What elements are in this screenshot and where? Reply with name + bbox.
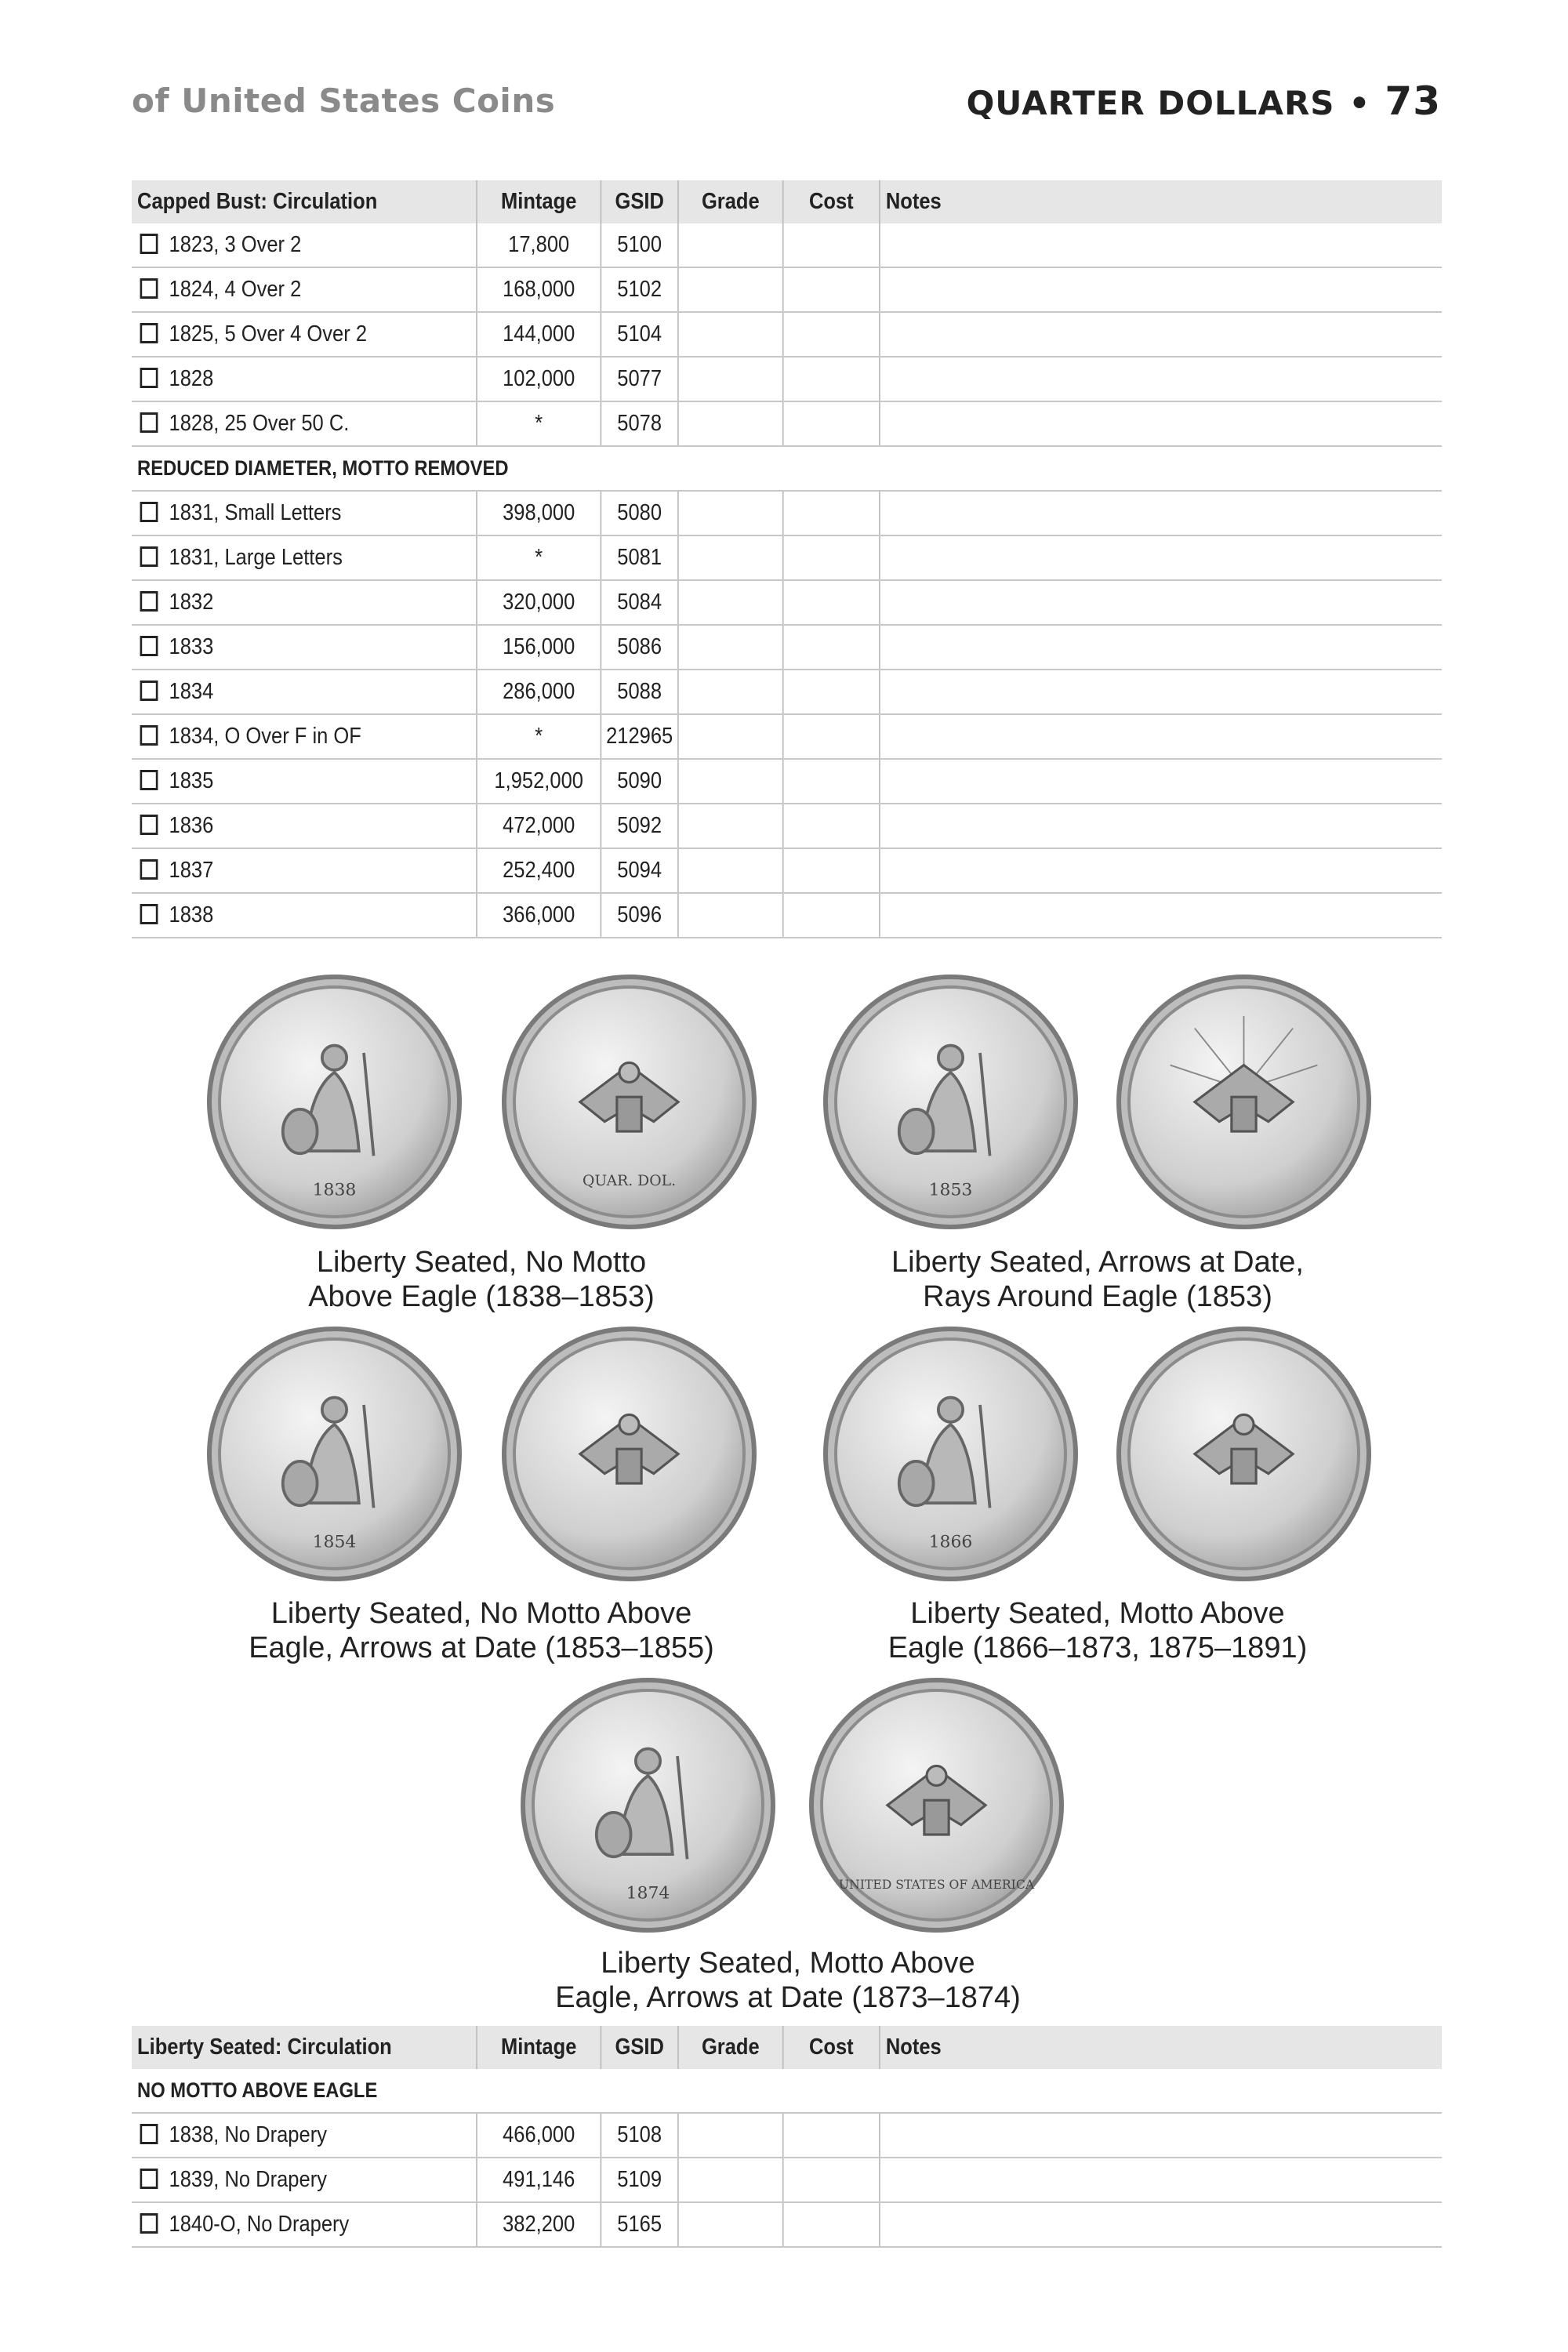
checkbox[interactable] [140, 2213, 158, 2234]
variety-label: 1837 [169, 858, 214, 883]
checkbox[interactable] [140, 278, 158, 299]
checkbox[interactable] [140, 368, 158, 388]
table-row [132, 893, 1442, 938]
checkbox[interactable] [140, 636, 158, 656]
gsid-cell: 212965 [601, 714, 678, 759]
table-row [132, 357, 1442, 401]
variety-cell [132, 893, 477, 938]
gsid-cell: 5108 [601, 2113, 678, 2158]
variety-cell [132, 2113, 477, 2158]
table-row [132, 223, 1442, 267]
variety-label: 1840-O, No Drapery [169, 2212, 350, 2237]
coin-denomination-text: QUAR. DOL. [582, 1172, 677, 1189]
grade-cell[interactable] [678, 312, 783, 357]
variety-cell [132, 535, 477, 580]
checkbox[interactable] [140, 234, 158, 254]
table-row [132, 312, 1442, 357]
gsid-cell: 5080 [601, 491, 678, 535]
coin-reverse-motto [1116, 1327, 1371, 1581]
table-row [132, 401, 1442, 446]
notes-cell[interactable] [880, 804, 1442, 848]
gsid-cell: 5109 [601, 2158, 678, 2202]
coin-reverse-1 [502, 975, 757, 1229]
variety-label: 1834, O Over F in OF [169, 724, 361, 749]
mintage-cell: 382,200 [477, 2202, 601, 2247]
table-header-row [132, 180, 1442, 223]
gsid-cell: 5077 [601, 357, 678, 401]
caption-motto [823, 1596, 1372, 1665]
caption-line: Liberty Seated, Motto Above [601, 1947, 975, 1980]
grade-cell[interactable] [678, 357, 783, 401]
cost-cell[interactable] [783, 2202, 880, 2247]
cost-cell[interactable] [783, 2113, 880, 2158]
notes-cell[interactable] [880, 312, 1442, 357]
grade-cell[interactable] [678, 401, 783, 446]
table-row [132, 2158, 1442, 2202]
notes-cell[interactable] [880, 714, 1442, 759]
running-header-left: of United States Coins [132, 82, 556, 120]
variety-label: 1838, No Drapery [169, 2122, 327, 2147]
table-row [132, 535, 1442, 580]
column-header-mintage: Mintage [477, 180, 601, 223]
capped-bust-table [132, 180, 1442, 938]
grade-cell[interactable] [678, 535, 783, 580]
mintage-cell: 168,000 [477, 267, 601, 312]
variety-cell [132, 491, 477, 535]
notes-cell[interactable] [880, 580, 1442, 625]
mintage-cell: 286,000 [477, 670, 601, 714]
variety-cell [132, 580, 477, 625]
variety-label: 1835 [169, 768, 214, 793]
notes-cell[interactable] [880, 223, 1442, 267]
cost-cell[interactable] [783, 670, 880, 714]
variety-cell [132, 312, 477, 357]
gsid-cell: 5104 [601, 312, 678, 357]
variety-cell [132, 401, 477, 446]
notes-cell[interactable] [880, 2202, 1442, 2247]
checkbox[interactable] [140, 323, 158, 343]
variety-label: 1823, 3 Over 2 [169, 232, 302, 257]
caption-line: Eagle, Arrows at Date (1853–1855) [249, 1632, 714, 1664]
notes-cell[interactable] [880, 625, 1442, 670]
grade-cell[interactable] [678, 491, 783, 535]
notes-cell[interactable] [880, 535, 1442, 580]
header-bullet: • [1348, 84, 1371, 122]
mintage-cell: 252,400 [477, 848, 601, 893]
variety-label: 1825, 5 Over 4 Over 2 [169, 321, 368, 347]
variety-cell [132, 2202, 477, 2247]
running-header-right [967, 78, 1441, 124]
variety-cell [132, 2158, 477, 2202]
notes-cell[interactable] [880, 267, 1442, 312]
checkbox[interactable] [140, 2124, 158, 2144]
gsid-cell: 5094 [601, 848, 678, 893]
notes-cell[interactable] [880, 848, 1442, 893]
table-row [132, 2113, 1442, 2158]
subheading-row [132, 446, 1442, 491]
notes-cell[interactable] [880, 2158, 1442, 2202]
mintage-cell: 17,800 [477, 223, 601, 267]
notes-cell[interactable] [880, 491, 1442, 535]
section-title: QUARTER DOLLARS [966, 84, 1335, 122]
variety-cell [132, 357, 477, 401]
variety-cell [132, 759, 477, 804]
caption-line: Eagle, Arrows at Date (1873–1874) [555, 1981, 1021, 2014]
cost-cell[interactable] [783, 759, 880, 804]
variety-label: 1831, Small Letters [169, 500, 342, 525]
checkbox[interactable] [140, 412, 158, 433]
coin-reverse-3 [809, 1678, 1064, 1933]
notes-cell[interactable] [880, 357, 1442, 401]
caption-motto-arrows [514, 1946, 1062, 2015]
caption-line: Liberty Seated, Arrows at Date, [891, 1246, 1304, 1279]
variety-cell [132, 848, 477, 893]
cost-cell[interactable] [783, 223, 880, 267]
variety-label: 1824, 4 Over 2 [169, 277, 302, 302]
mintage-cell: 466,000 [477, 2113, 601, 2158]
mintage-cell: 144,000 [477, 312, 601, 357]
coin-date-1874: 1874 [626, 1883, 670, 1904]
coin-date-1838: 1838 [312, 1180, 357, 1200]
mintage-cell: 398,000 [477, 491, 601, 535]
table-row [132, 2202, 1442, 2247]
table-row [132, 670, 1442, 714]
mintage-cell: 102,000 [477, 357, 601, 401]
variety-cell [132, 223, 477, 267]
variety-label: 1832 [169, 590, 214, 615]
column-header-cost: Cost [783, 2026, 880, 2069]
cost-cell[interactable] [783, 267, 880, 312]
coin-date-1853: 1853 [928, 1180, 973, 1200]
cost-cell[interactable] [783, 893, 880, 938]
grade-cell[interactable] [678, 625, 783, 670]
mintage-cell: 1,952,000 [477, 759, 601, 804]
cost-cell[interactable] [783, 625, 880, 670]
column-header-notes: Notes [880, 180, 1442, 223]
checkbox[interactable] [140, 815, 158, 835]
checkbox[interactable] [140, 502, 158, 522]
grade-cell[interactable] [678, 759, 783, 804]
mintage-cell: 366,000 [477, 893, 601, 938]
caption-arrows-rays [823, 1245, 1372, 1314]
mintage-cell: 156,000 [477, 625, 601, 670]
column-header-gsid: GSID [601, 2026, 678, 2069]
grade-cell[interactable] [678, 848, 783, 893]
caption-line: Liberty Seated, No Motto [316, 1246, 647, 1279]
gsid-cell: 5165 [601, 2202, 678, 2247]
variety-label: 1836 [169, 813, 214, 838]
coin-reverse-rays [1116, 975, 1371, 1229]
mintage-cell: 491,146 [477, 2158, 601, 2202]
variety-label: 1833 [169, 634, 214, 659]
grade-cell[interactable] [678, 2202, 783, 2247]
variety-label: 1834 [169, 679, 214, 704]
table-row [132, 267, 1442, 312]
cost-cell[interactable] [783, 2158, 880, 2202]
mintage-cell: * [477, 401, 601, 446]
column-header-cost: Cost [783, 180, 880, 223]
cost-cell[interactable] [783, 491, 880, 535]
grade-cell[interactable] [678, 2158, 783, 2202]
grade-cell[interactable] [678, 223, 783, 267]
liberty-seated-table [132, 2026, 1442, 2248]
subheading: NO MOTTO ABOVE EAGLE [132, 2069, 1442, 2113]
checkbox[interactable] [140, 681, 158, 701]
column-header-gsid: GSID [601, 180, 678, 223]
mintage-cell: 472,000 [477, 804, 601, 848]
mintage-cell: 320,000 [477, 580, 601, 625]
checkbox[interactable] [140, 904, 158, 924]
variety-cell [132, 267, 477, 312]
gsid-cell: 5090 [601, 759, 678, 804]
column-header-variety: Liberty Seated: Circulation [132, 2026, 477, 2069]
grade-cell[interactable] [678, 893, 783, 938]
variety-label: 1828 [169, 366, 214, 391]
table-row [132, 759, 1442, 804]
page-number: 73 [1385, 78, 1441, 124]
caption-line: Liberty Seated, No Motto Above [270, 1597, 692, 1630]
checkbox[interactable] [140, 725, 158, 746]
table-row [132, 491, 1442, 535]
notes-cell[interactable] [880, 759, 1442, 804]
caption-no-motto [207, 1245, 756, 1314]
coin-reverse-2 [502, 1327, 757, 1581]
caption-line: Rays Around Eagle (1853) [923, 1280, 1272, 1313]
table-row [132, 848, 1442, 893]
column-header-variety: Capped Bust: Circulation [132, 180, 477, 223]
subheading: REDUCED DIAMETER, MOTTO REMOVED [132, 446, 1442, 491]
table-row [132, 625, 1442, 670]
table-row [132, 580, 1442, 625]
coin-obverse-1874 [521, 1678, 775, 1933]
grade-cell[interactable] [678, 714, 783, 759]
cost-cell[interactable] [783, 580, 880, 625]
cost-cell[interactable] [783, 357, 880, 401]
caption-no-motto-arrows [207, 1596, 756, 1665]
checkbox[interactable] [140, 859, 158, 880]
checkbox[interactable] [140, 546, 158, 567]
coin-date-1866: 1866 [928, 1532, 973, 1552]
mintage-cell: * [477, 535, 601, 580]
caption-line: Eagle (1866–1873, 1875–1891) [887, 1632, 1308, 1664]
caption-line: Liberty Seated, Motto Above [910, 1597, 1285, 1630]
grade-cell[interactable] [678, 2113, 783, 2158]
gsid-cell: 5096 [601, 893, 678, 938]
notes-cell[interactable] [880, 2113, 1442, 2158]
coin-date-1854: 1854 [312, 1532, 357, 1552]
cost-cell[interactable] [783, 312, 880, 357]
gsid-cell: 5102 [601, 267, 678, 312]
coin-obverse-1854 [207, 1327, 462, 1581]
variety-cell [132, 625, 477, 670]
cost-cell[interactable] [783, 804, 880, 848]
cost-cell[interactable] [783, 535, 880, 580]
coin-legend-text: UNITED STATES OF AMERICA [838, 1876, 1035, 1892]
notes-cell[interactable] [880, 670, 1442, 714]
column-header-notes: Notes [880, 2026, 1442, 2069]
table-header-row [132, 2026, 1442, 2069]
variety-cell [132, 670, 477, 714]
cost-cell[interactable] [783, 848, 880, 893]
caption-line: Above Eagle (1838–1853) [308, 1280, 655, 1313]
table-row [132, 714, 1442, 759]
gsid-cell: 5088 [601, 670, 678, 714]
checkbox[interactable] [140, 591, 158, 612]
mintage-cell: * [477, 714, 601, 759]
gsid-cell: 5081 [601, 535, 678, 580]
column-header-grade: Grade [678, 2026, 783, 2069]
variety-label: 1828, 25 Over 50 C. [169, 411, 350, 436]
column-header-grade: Grade [678, 180, 783, 223]
subheading-row [132, 2069, 1442, 2113]
notes-cell[interactable] [880, 893, 1442, 938]
table-row [132, 804, 1442, 848]
checkbox[interactable] [140, 770, 158, 790]
variety-label: 1838 [169, 902, 214, 927]
variety-label: 1839, No Drapery [169, 2167, 327, 2192]
notes-cell[interactable] [880, 401, 1442, 446]
gsid-cell: 5078 [601, 401, 678, 446]
gsid-cell: 5100 [601, 223, 678, 267]
coin-obverse-1838 [207, 975, 462, 1229]
cost-cell[interactable] [783, 714, 880, 759]
gsid-cell: 5086 [601, 625, 678, 670]
checkbox[interactable] [140, 2169, 158, 2189]
variety-label: 1831, Large Letters [169, 545, 343, 570]
grade-cell[interactable] [678, 670, 783, 714]
grade-cell[interactable] [678, 580, 783, 625]
variety-cell [132, 714, 477, 759]
grade-cell[interactable] [678, 267, 783, 312]
gsid-cell: 5084 [601, 580, 678, 625]
coin-obverse-1853 [823, 975, 1078, 1229]
gsid-cell: 5092 [601, 804, 678, 848]
cost-cell[interactable] [783, 401, 880, 446]
variety-cell [132, 804, 477, 848]
grade-cell[interactable] [678, 804, 783, 848]
column-header-mintage: Mintage [477, 2026, 601, 2069]
coin-obverse-1866 [823, 1327, 1078, 1581]
